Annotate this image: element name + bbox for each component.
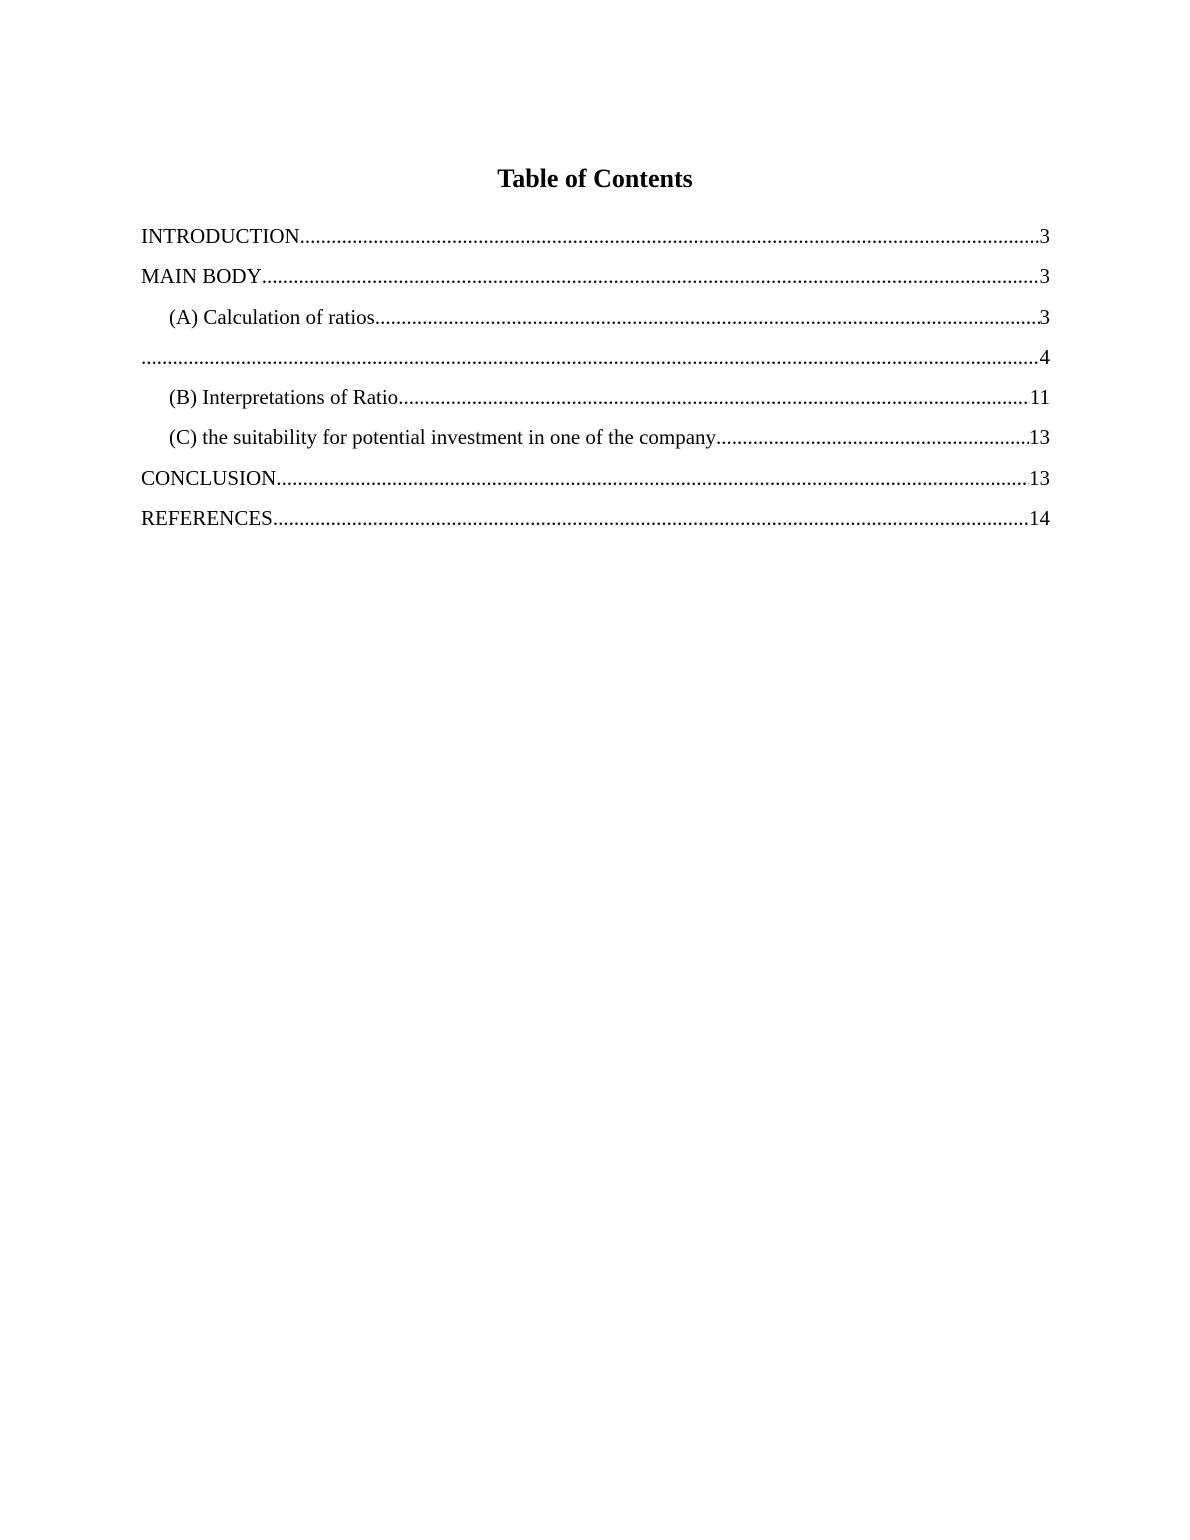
toc-entry-label: REFERENCES — [141, 506, 273, 531]
toc-entry-label: (A) Calculation of ratios — [169, 304, 375, 329]
dot-leader — [262, 262, 1040, 290]
dot-leader — [300, 222, 1040, 250]
toc-entry-introduction[interactable] — [141, 222, 1050, 262]
toc-entry-page: 3 — [1039, 304, 1050, 329]
toc-list — [141, 222, 1050, 544]
toc-entry-page: 4 — [1039, 344, 1050, 369]
toc-entry-label: CONCLUSION — [141, 465, 277, 490]
toc-entry-references[interactable] — [141, 504, 1050, 544]
toc-entry-conclusion[interactable] — [141, 464, 1050, 504]
toc-entry-suitability-for-investment[interactable] — [141, 423, 1050, 463]
toc-entry-label: INTRODUCTION — [141, 224, 300, 248]
toc-entry-label: MAIN BODY — [141, 264, 262, 289]
toc-entry-label: (C) the suitability for potential investment in one of the company — [169, 425, 717, 450]
toc-entry-calculation-of-ratios[interactable] — [141, 303, 1050, 343]
dot-leader — [398, 383, 1030, 411]
toc-entry-interpretations-of-ratio[interactable] — [141, 383, 1050, 423]
toc-entry-page: 3 — [1039, 224, 1050, 248]
toc-entry-page: 3 — [1039, 264, 1050, 289]
toc-entry-label: (B) Interpretations of Ratio — [169, 385, 399, 410]
dot-leader — [273, 504, 1029, 532]
dot-leader — [375, 303, 1040, 331]
toc-title: Table of Contents — [497, 164, 693, 193]
toc-entry-untitled[interactable] — [141, 343, 1050, 383]
toc-entry-page: 11 — [1029, 385, 1050, 410]
dot-leader — [716, 423, 1029, 451]
dot-leader — [141, 343, 1040, 371]
toc-entry-main-body[interactable] — [141, 262, 1050, 302]
toc-entry-page: 14 — [1029, 506, 1050, 531]
dot-leader — [276, 464, 1029, 492]
toc-entry-page: 13 — [1029, 465, 1050, 490]
toc-entry-page: 13 — [1029, 425, 1050, 450]
